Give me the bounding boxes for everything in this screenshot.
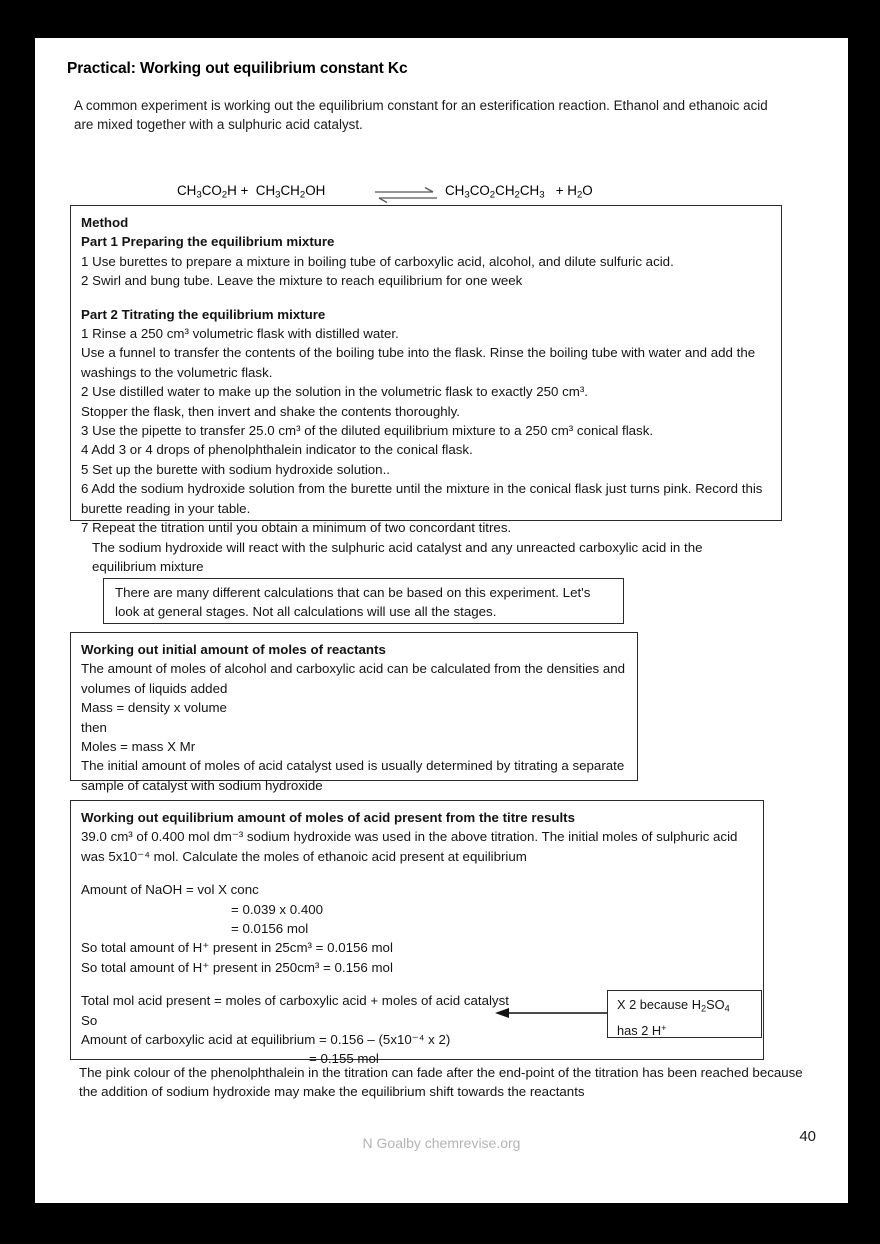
initial-moles-heading: Working out initial amount of moles of reactants [81, 642, 386, 657]
initial-moles-line-3: then [81, 719, 107, 735]
equilibrium-line-naoh: Amount of NaOH = vol X conc [81, 882, 259, 898]
equilibrium-arrow-icon [373, 187, 439, 203]
equilibrium-moles-heading: Working out equilibrium amount of moles of acid present from the titre results [81, 810, 576, 825]
left-arrow-icon [495, 1006, 607, 1020]
equilibrium-moles-question: 39.0 cm³ of 0.400 mol dm⁻³ sodium hydroxide was used in the above titration. The initial moles of sulphuric acid was 5x10⁻⁴ mol. Calculate the moles of ethanoic acid present at equilibrium [81, 829, 738, 864]
method-part1-step-1: 1 Use burettes to prepare a mixture in boiling tube of carboxylic acid, alcohol, and dilute sulfuric acid. [81, 253, 674, 269]
method-heading: Method [81, 215, 129, 230]
method-part2-step-6: 6 Add the sodium hydroxide solution from the burette until the mixture in the conical flask just turns pink. Record this burette reading in your table. [81, 481, 763, 516]
method-part2-step-7: 7 Repeat the titration until you obtain a minimum of two concordant titres. [81, 520, 512, 536]
equilibrium-spacer-1 [81, 866, 754, 880]
method-part2-step-2: 2 Use distilled water to make up the solution in the volumetric flask to exactly 250 cm³. [81, 384, 588, 400]
method-part2-step-1: 1 Rinse a 250 cm³ volumetric flask with distilled water. [81, 326, 399, 342]
page-title: Practical: Working out equilibrium constant Kc [67, 60, 408, 77]
x2-callout-box [607, 990, 762, 1038]
calculations-note-box [103, 578, 624, 624]
phenolphthalein-note: The pink colour of the phenolphthalein in the titration can fade after the end-point of the titration has been reached because the addition of sodium hydroxide may make the equilibrium shift towards the reactants [79, 1065, 803, 1099]
page-number: 40 [799, 1128, 816, 1145]
calculations-note-text: There are many different calculations that can be based on this experiment. Let's look at general stages. Not all calculations will use all the stages. [115, 585, 591, 620]
initial-moles-line-1: The amount of moles of alcohol and carboxylic acid can be calculated from the densities and volumes of liquids added [81, 661, 626, 696]
equilibrium-line-calc1: = 0.039 x 0.400 [231, 901, 324, 917]
method-part2-step-1b: Use a funnel to transfer the contents of the boiling tube into the flask. Rinse the boiling tube with water and add the washings to the volumetric flask. [81, 345, 756, 380]
equilibrium-line-calc2: = 0.0156 mol [231, 921, 309, 937]
document-page [35, 38, 848, 1203]
x2-callout-line-1: X 2 because $H_2SO_4$ [617, 997, 730, 1014]
initial-moles-box [70, 632, 638, 793]
equation-left-side: $CH_3CO_2H + CH_3CH_2OH$ [177, 183, 326, 201]
method-part1-heading: Part 1 Preparing the equilibrium mixture [81, 234, 335, 250]
equilibrium-line-h-25: So total amount of H⁺ present in 25cm³ = 0.0156 mol [81, 940, 393, 956]
intro-paragraph: A common experiment is working out the equilibrium constant for an esterification reaction. Ethanol and ethanoic acid are mixed together with a sulphuric acid catalyst. [74, 98, 768, 132]
initial-moles-line-4: Moles = mass X Mr [81, 739, 196, 755]
equilibrium-line-amount: Amount of carboxylic acid at equilibrium = 0.156 – (5x10⁻⁴ x 2) [81, 1032, 451, 1048]
initial-moles-line-5: The initial amount of moles of acid catalyst used is usually determined by titrating a separate sample of catalyst with sodium hydroxide [81, 758, 625, 793]
method-part2-step-2b: Stopper the flask, then invert and shake the contents thoroughly. [81, 403, 460, 419]
method-spacer [81, 291, 772, 305]
equilibrium-line-so: So [81, 1012, 98, 1028]
method-part2-step-5: 5 Set up the burette with sodium hydroxide solution.. [81, 461, 390, 477]
equilibrium-line-total: Total mol acid present = moles of carboxylic acid + moles of acid catalyst [81, 993, 509, 1009]
method-part2-step-4: 4 Add 3 or 4 drops of phenolphthalein indicator to the conical flask. [81, 442, 473, 458]
footer-credit: N Goalby chemrevise.org [362, 1135, 521, 1151]
initial-moles-line-2: Mass = density x volume [81, 700, 227, 716]
method-part2-step-3: 3 Use the pipette to transfer 25.0 cm³ of the diluted equilibrium mixture to a 250 cm³ conical flask. [81, 423, 654, 439]
equation-right-side: $CH_3CO_2CH_2CH_3 + H_2O$ [445, 183, 593, 201]
method-part2-heading: Part 2 Titrating the equilibrium mixture [81, 306, 326, 322]
method-part1-step-2: 2 Swirl and bung tube. Leave the mixture to reach equilibrium for one week [81, 273, 523, 289]
naoh-reaction-note: The sodium hydroxide will react with the sulphuric acid catalyst and any unreacted carboxylic acid in the equilibrium mixture [92, 540, 703, 575]
method-box [70, 205, 782, 536]
equilibrium-line-h-250: So total amount of H⁺ present in 250cm³ = 0.156 mol [81, 959, 393, 975]
x2-callout-line-2: has 2 H+ [617, 1023, 667, 1039]
equilibrium-line-result: = 0.155 mol [309, 1051, 379, 1067]
